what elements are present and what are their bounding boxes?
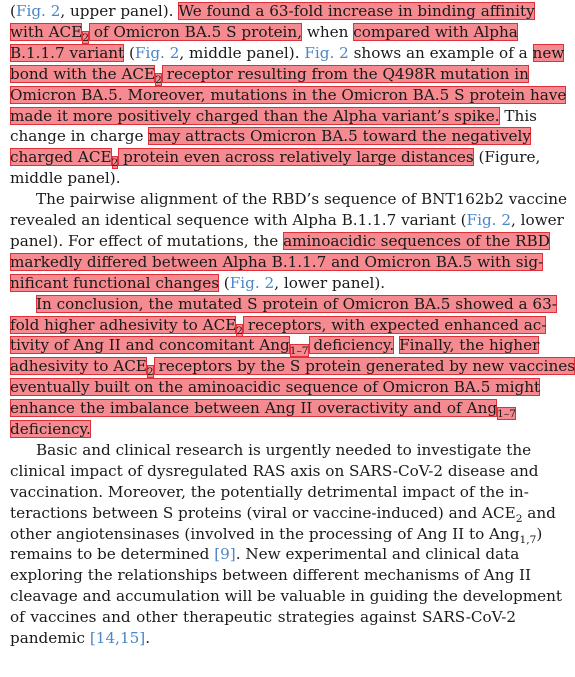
text-line <box>10 85 567 106</box>
reference-link[interactable]: Fig. 2 <box>15 2 61 20</box>
reference-link[interactable]: Fig. 2 <box>229 273 275 292</box>
text-segment: . New experimental and clinical data <box>235 545 520 564</box>
text-line <box>10 461 539 482</box>
highlighted-text: made it more positively charged than the Alpha variant’s spike. <box>10 106 500 125</box>
highlighted-text: We found a 63-fold increase in binding affinity <box>178 2 535 20</box>
text-segment: , lower <box>510 211 564 229</box>
text-segment: shows an example of a <box>348 43 533 62</box>
text-segment: cleavage and accumulation will be valuable in guiding the development <box>10 587 562 606</box>
highlighted-text: B.1.1.7 variant <box>10 43 125 62</box>
text-line <box>10 106 537 127</box>
text-line <box>10 1 535 22</box>
text-segment: clinical impact of dysregulated RAS axis on SARS-CoV-2 disease and <box>10 461 539 480</box>
highlighted-text: bond with the ACE <box>10 64 156 83</box>
highlighted-text: of Omicron BA.5 S protein, <box>89 22 303 41</box>
text-line <box>10 43 565 64</box>
text-line <box>10 22 516 43</box>
text-line <box>10 273 516 294</box>
text-segment: pandemic <box>10 629 90 647</box>
text-segment: The pairwise alignment of the RBD’s sequence of BNT162b2 vaccine <box>36 190 567 209</box>
highlighted-text: deficiency. <box>10 420 91 438</box>
text-segment: panel). For effect of mutations, the <box>10 231 284 250</box>
highlighted-text: may attracts Omicron BA.5 toward the negatively <box>148 127 531 146</box>
reference-link[interactable]: Fig. 2 <box>466 211 511 229</box>
text-line <box>10 482 529 503</box>
highlighted-text: compared with Alpha <box>353 22 518 41</box>
highlighted-text: receptors by the S protein generated by new vaccines <box>153 357 575 376</box>
reference-link[interactable]: [9] <box>214 545 236 564</box>
text-line <box>10 524 543 546</box>
text-segment: . <box>145 629 151 647</box>
text-line <box>10 544 520 565</box>
text-line <box>36 294 557 315</box>
subscript: 1–7 <box>289 344 309 358</box>
subscript: 2 <box>236 323 244 337</box>
text-line <box>10 64 529 86</box>
highlighted-text: receptors, with expected enhanced ac- <box>243 315 547 334</box>
subscript: 2 <box>515 511 523 525</box>
text-line <box>10 586 562 607</box>
text-segment: , upper panel). <box>60 2 179 20</box>
highlighted-text: In conclusion, the mutated S protein of Omicron BA.5 showed a 63- <box>36 294 557 313</box>
text-line <box>10 503 556 525</box>
text-segment: other angiotensinases (involved in the processing of Ang II to Ang <box>10 524 520 543</box>
subscript: 1–7 <box>497 407 516 421</box>
reference-link[interactable]: Fig. 2 <box>304 43 349 62</box>
highlighted-text: fold higher adhesivity to ACE <box>10 315 237 334</box>
highlighted-text: Omicron BA.5. Moreover, mutations in the Omicron BA.5 S protein have <box>10 85 567 104</box>
text-segment: revealed an identical sequence with Alpha B.1.1.7 variant ( <box>10 211 467 229</box>
subscript: 2 <box>82 30 90 44</box>
highlighted-text: charged ACE <box>10 148 112 167</box>
text-segment: ( <box>10 2 16 20</box>
text-line <box>10 607 516 628</box>
text-line <box>10 147 541 170</box>
text-line <box>10 419 516 440</box>
highlighted-text: protein even across relatively large distances <box>118 148 474 167</box>
highlighted-text: new <box>532 43 565 62</box>
subscript: 2 <box>146 365 154 379</box>
text-segment: This <box>499 106 537 125</box>
text-line <box>10 565 532 586</box>
text-line <box>36 440 532 461</box>
text-segment: Basic and clinical research is urgently needed to investigate the <box>36 440 532 459</box>
text-line <box>10 315 547 337</box>
highlighted-text: eventually built on the aminoacidic sequence of Omicron BA.5 might <box>10 378 541 397</box>
highlighted-text: markedly differed between Alpha B.1.1.7 and Omicron BA.5 with sig- <box>10 252 544 271</box>
text-line <box>10 356 575 379</box>
text-segment: middle panel). <box>10 169 121 188</box>
text-segment: and <box>522 503 556 522</box>
highlighted-text: nificant functional changes <box>10 273 219 292</box>
highlighted-text: aminoacidic sequences of the RBD <box>283 231 550 250</box>
text-segment: , middle panel). <box>179 43 305 62</box>
highlighted-text: adhesivity to ACE <box>10 357 147 376</box>
text-line <box>36 189 567 210</box>
text-line <box>10 398 516 419</box>
text-line <box>10 252 544 273</box>
subscript: 2 <box>111 156 119 170</box>
highlighted-text: Finally, the higher <box>399 336 540 355</box>
text-segment: ) <box>536 524 543 543</box>
subscript: 1,7 <box>519 532 537 546</box>
text-line <box>10 628 516 649</box>
text-segment: (Figure, <box>473 148 541 167</box>
text-segment: when <box>302 22 354 41</box>
text-segment: ( <box>218 273 230 292</box>
text-line <box>10 335 540 358</box>
subscript: 2 <box>155 72 162 86</box>
text-segment: ( <box>124 43 135 62</box>
highlighted-text: tivity of Ang II and concomitant Ang <box>10 336 290 355</box>
text-segment: teractions between S proteins (viral or vaccine-induced) and ACE <box>10 503 516 522</box>
text-line <box>10 126 531 147</box>
text-segment: , lower panel). <box>274 273 386 292</box>
reference-link[interactable]: Fig. 2 <box>134 43 180 62</box>
highlighted-text: deficiency. <box>308 336 395 355</box>
text-segment: of vaccines and other therapeutic strategies against SARS-CoV-2 <box>10 608 516 627</box>
text-segment: remains to be determined <box>10 545 215 564</box>
text-line <box>10 377 541 398</box>
text-line <box>10 168 516 189</box>
highlighted-text: with ACE <box>10 22 83 41</box>
highlighted-text: enhance the imbalance between Ang II overactivity and of Ang <box>10 399 498 418</box>
text-line <box>10 210 564 231</box>
text-line <box>10 231 550 252</box>
text-segment: exploring the relationships between different mechanisms of Ang II <box>10 566 532 585</box>
text-segment: change in charge <box>10 127 149 146</box>
reference-link[interactable]: [14,15] <box>89 629 146 647</box>
text-segment: vaccination. Moreover, the potentially detrimental impact of the in- <box>10 482 529 501</box>
highlighted-text: receptor resulting from the Q498R mutation in <box>161 64 529 83</box>
